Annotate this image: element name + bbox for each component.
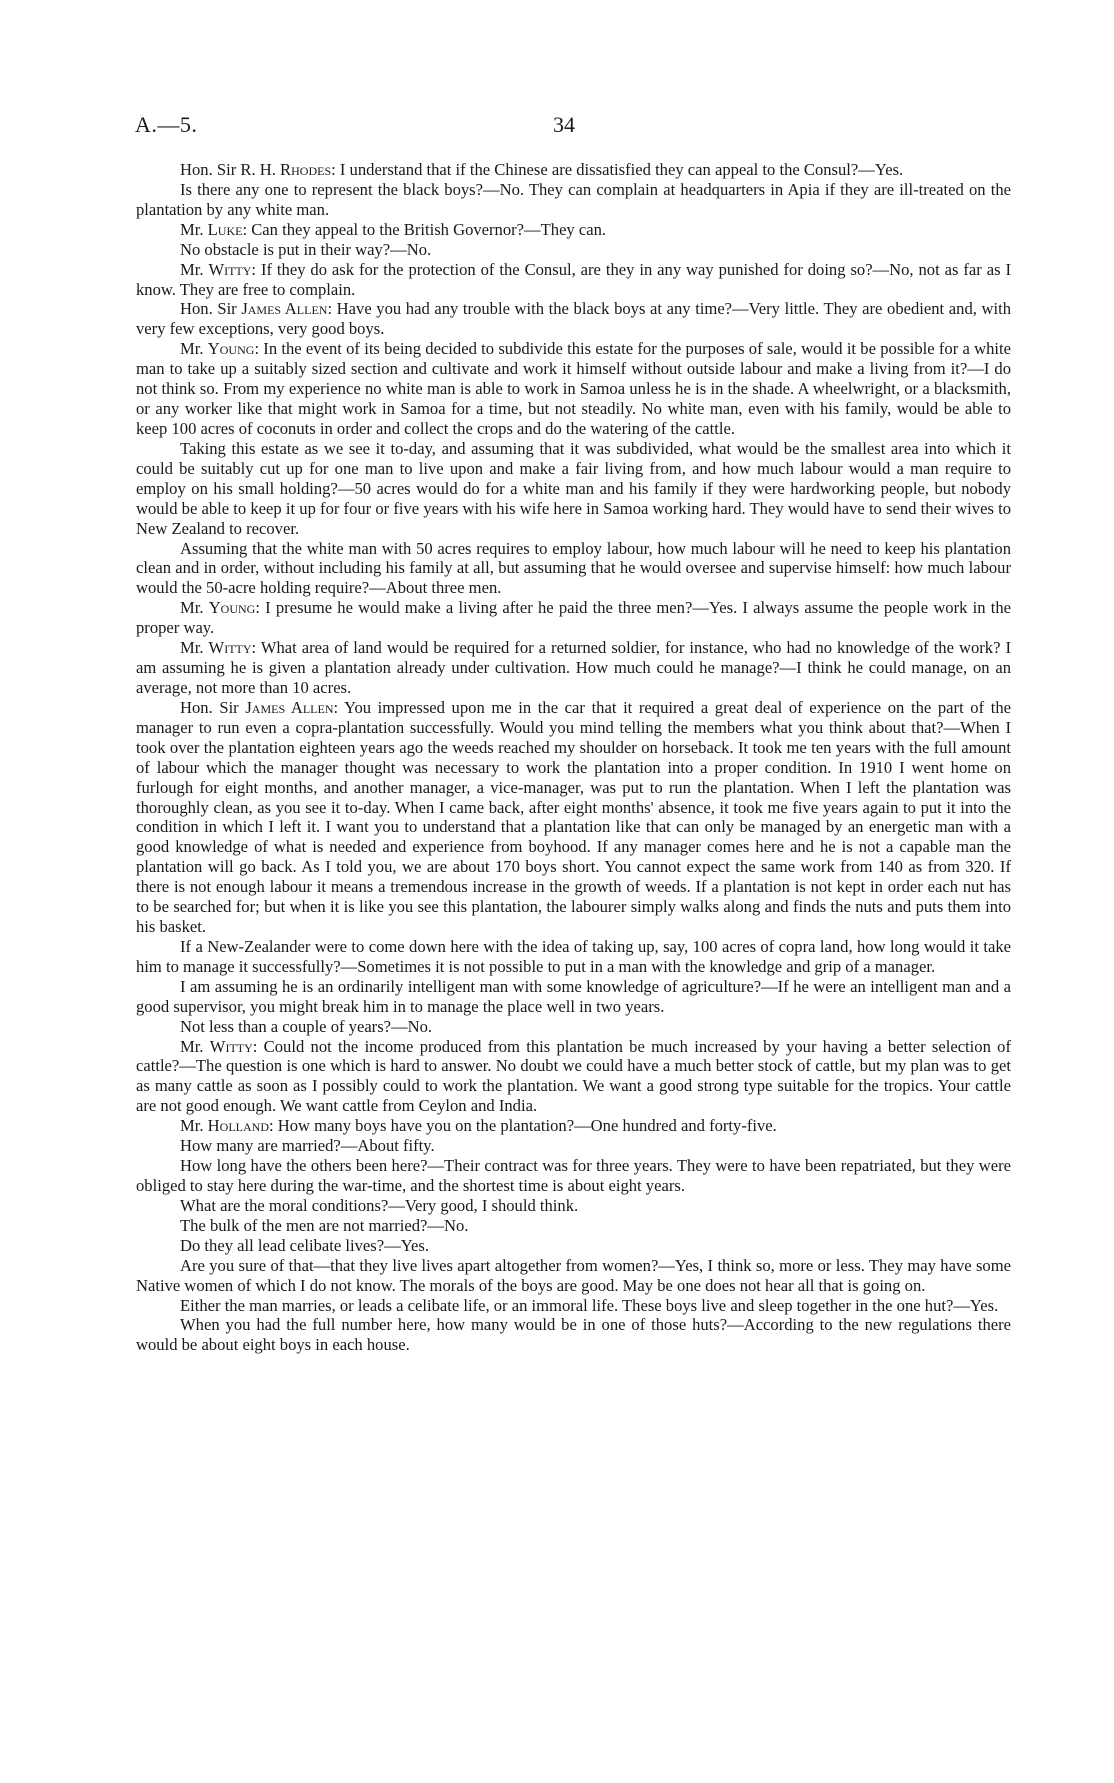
paragraph [136,1296,1011,1316]
paragraph-text: : Can they appeal to the British Governor?—They can. [242,219,607,239]
paragraph [136,698,1011,937]
paragraph [136,180,1011,220]
paragraph [136,638,1011,698]
paragraph-text: If a New-Zealander were to come down here with the idea of taking up, say, 100 acres of copra land, how long would it take him to manage it successfully?—Sometimes it is not possible to put in a man with the knowledge and grip of a manager. [136,936,1011,976]
paragraph [136,1156,1011,1196]
paragraph-text: Either the man marries, or leads a celibate life, or an immoral life. These boys live and sleep together in the one hut?—Yes. [180,1295,999,1315]
paragraph-text: : In the event of its being decided to subdivide this estate for the purposes of sale, would it be possible for a white man to take up a suitably sized section and cultivate and work it himself without outside labour and make a living from it?—I do not think so. From my experience no white man is able to work in Samoa unless he is in the shade. A wheelwright, or a blacksmith, or any worker like that might work in Samoa for a time, but not steadily. No white man, even with his family, would be able to keep 100 acres of coconuts in order and collect the crops and do the watering of the cattle. [136,339,1011,438]
paragraph-text: When you had the full number here, how many would be in one of those huts?—According to the new regulations there would be about eight boys in each house. [136,1315,1011,1355]
paragraph [136,1196,1011,1216]
paragraph-text: Assuming that the white man with 50 acres requires to employ labour, how much labour will he need to keep his plantation clean and in order, without including his family at all, but assuming that he would oversee and supervise himself: how much labour would the 50-acre holding require?—About three men. [136,538,1011,598]
paragraph [136,937,1011,977]
paragraph [136,1315,1011,1355]
speaker-title: Mr. [180,1036,210,1056]
paragraph-text: What are the moral conditions?—Very good, I should think. [180,1195,579,1215]
paragraph-text: : I understand that if the Chinese are dissatisfied they can appeal to the Consul?—Yes. [331,160,904,179]
paragraph-text: Not less than a couple of years?—No. [180,1016,433,1036]
paragraph-text: Taking this estate as we see it to-day, and assuming that it was subdivided, what would be the smallest area into which it could be suitably cut up for one man to live upon and make a fair living from, and how much labour would a man require to employ on his small holding?—50 acres would do for a white man and his family if they were hardworking people, but nobody would be able to keep it up for four or five years with his wife here in Samoa working hard. They would have to send their wives to New Zealand to recover. [136,438,1011,538]
paragraph [136,1017,1011,1037]
paragraph-text: : Could not the income produced from this plantation be much increased by your having a better selection of cattle?—The question is one which is hard to answer. No doubt we could have a much better stock of cattle, but my plan was to get as many cattle as soon as I possibly could to work the plantation. We want a good strong type suitable for the tropics. Your cattle are not good enough. We want cattle from Ceylon and India. [136,1036,1011,1116]
paragraph [136,1256,1011,1296]
paragraph-text: No obstacle is put in their way?—No. [180,239,432,259]
paragraph [136,339,1011,439]
paragraph [136,220,1011,240]
paragraph-text: : What area of land would be required for a returned soldier, for instance, who had no knowledge of the work? I am assuming he is given a plantation already under cultivation. How much could he manage?—I think he could manage, on an average, not more than 10 acres. [136,638,1011,697]
paragraph-text: How long have the others been here?—Their contract was for three years. They were to have been repatriated, but they were obliged to stay here during the war-time, and the shortest time is about eight years. [136,1156,1011,1196]
paragraph-text: : I presume he would make a living after he paid the three men?—Yes. I always assume the people work in the proper way. [136,598,1011,638]
paragraph-text: : Have you had any trouble with the black boys at any time?—Very little. They are obedient and, with very few exceptions, very good boys. [136,299,1011,339]
paragraph-text: Do they all lead celibate lives?—Yes. [180,1235,429,1255]
speaker-title: Hon. Sir [180,299,242,319]
paragraph [136,1236,1011,1256]
speaker-title: Mr. [180,259,209,279]
paragraph-text: Is there any one to represent the black boys?—No. They can complain at headquarters in Apia if they are ill-treated on the plantation by any white man. [136,179,1011,219]
paragraph [136,439,1011,539]
document-reference: A.—5. [135,112,198,137]
speaker-name: Witty [208,638,252,658]
paragraph-text: How many are married?—About fifty. [180,1136,435,1156]
speaker-name: Holland [207,1116,269,1136]
speaker-title: Mr. [180,339,208,359]
page-header [135,112,990,142]
paragraph [136,160,1011,180]
speaker-name: Luke [207,219,243,239]
speaker-name: Rhodes [280,160,332,179]
speaker-title: Mr. [180,219,208,239]
speaker-title: Mr. [180,598,209,618]
paragraph [136,1216,1011,1236]
body-text [136,160,1011,1355]
speaker-name: Young [207,339,255,359]
speaker-title: Mr. [180,638,209,658]
paragraph [136,299,1011,339]
paragraph [136,539,1011,599]
paragraph-text: The bulk of the men are not married?—No. [180,1215,469,1235]
speaker-name: Witty [208,259,252,279]
paragraph [136,1037,1011,1117]
paragraph-text: : You impressed upon me in the car that it required a great deal of experience on the part of the manager to run even a copra-plantation successfully. Would you mind telling the members what you think about that?—When I took over the plantation eighteen years ago the weeds reached my shoulder on horseback. It took me ten years with the full amount of labour which the manager thought was necessary to work the plantation into a proper condition. In 1910 I went home on furlough for eight months, and another manager, a vice-manager, was put to run the plantation. When I left the plantation was thoroughly clean, as you see it to-day. When I came back, after eight months' absence, it took me five years again to put it into the condition in which I left it. I want you to understand that a plantation like that can only be managed by an energetic man with a good knowledge of what is needed and experience from boyhood. If any manager comes here and he is not a capable man the plantation will go back. As I told you, we are about 170 boys short. You cannot expect the same work from 140 as from 320. If there is not enough labour it means a tremendous increase in the growth of weeds. If a plantation is not kept in order each nut has to be searched for; but when it is like you see this plantation, the labourer simply walks along and finds the nuts and puts them into his basket. [136,697,1012,937]
speaker-title: Hon. Sir R. H. [180,160,281,179]
paragraph [136,1116,1011,1136]
paragraph [136,240,1011,260]
paragraph [136,977,1011,1017]
page-number: 34 [553,112,575,137]
speaker-name: James Allen [245,697,334,717]
speaker-name: James Allen [241,299,328,319]
paragraph [136,260,1011,300]
speaker-name: Young [208,598,256,618]
speaker-title: Hon. Sir [180,697,246,717]
paragraph-text: Are you sure of that—that they live lives apart altogether from women?—Yes, I think so, more or less. They may have some Native women of which I do not know. The morals of the boys are good. May be one does not hear all that is going on. [136,1255,1011,1295]
paragraph [136,598,1011,638]
paragraph-text: : If they do ask for the protection of the Consul, are they in any way punished for doing so?—No, not as far as I know. They are free to complain. [136,259,1011,299]
paragraph-text: : How many boys have you on the plantation?—One hundred and forty-five. [268,1116,777,1136]
paragraph-text: I am assuming he is an ordinarily intelligent man with some knowledge of agriculture?—If he were an intelligent man and a good supervisor, you might break him in to manage the place well in two years. [136,976,1011,1016]
paragraph [136,1136,1011,1156]
speaker-title: Mr. [180,1116,208,1136]
speaker-name: Witty [209,1036,253,1056]
